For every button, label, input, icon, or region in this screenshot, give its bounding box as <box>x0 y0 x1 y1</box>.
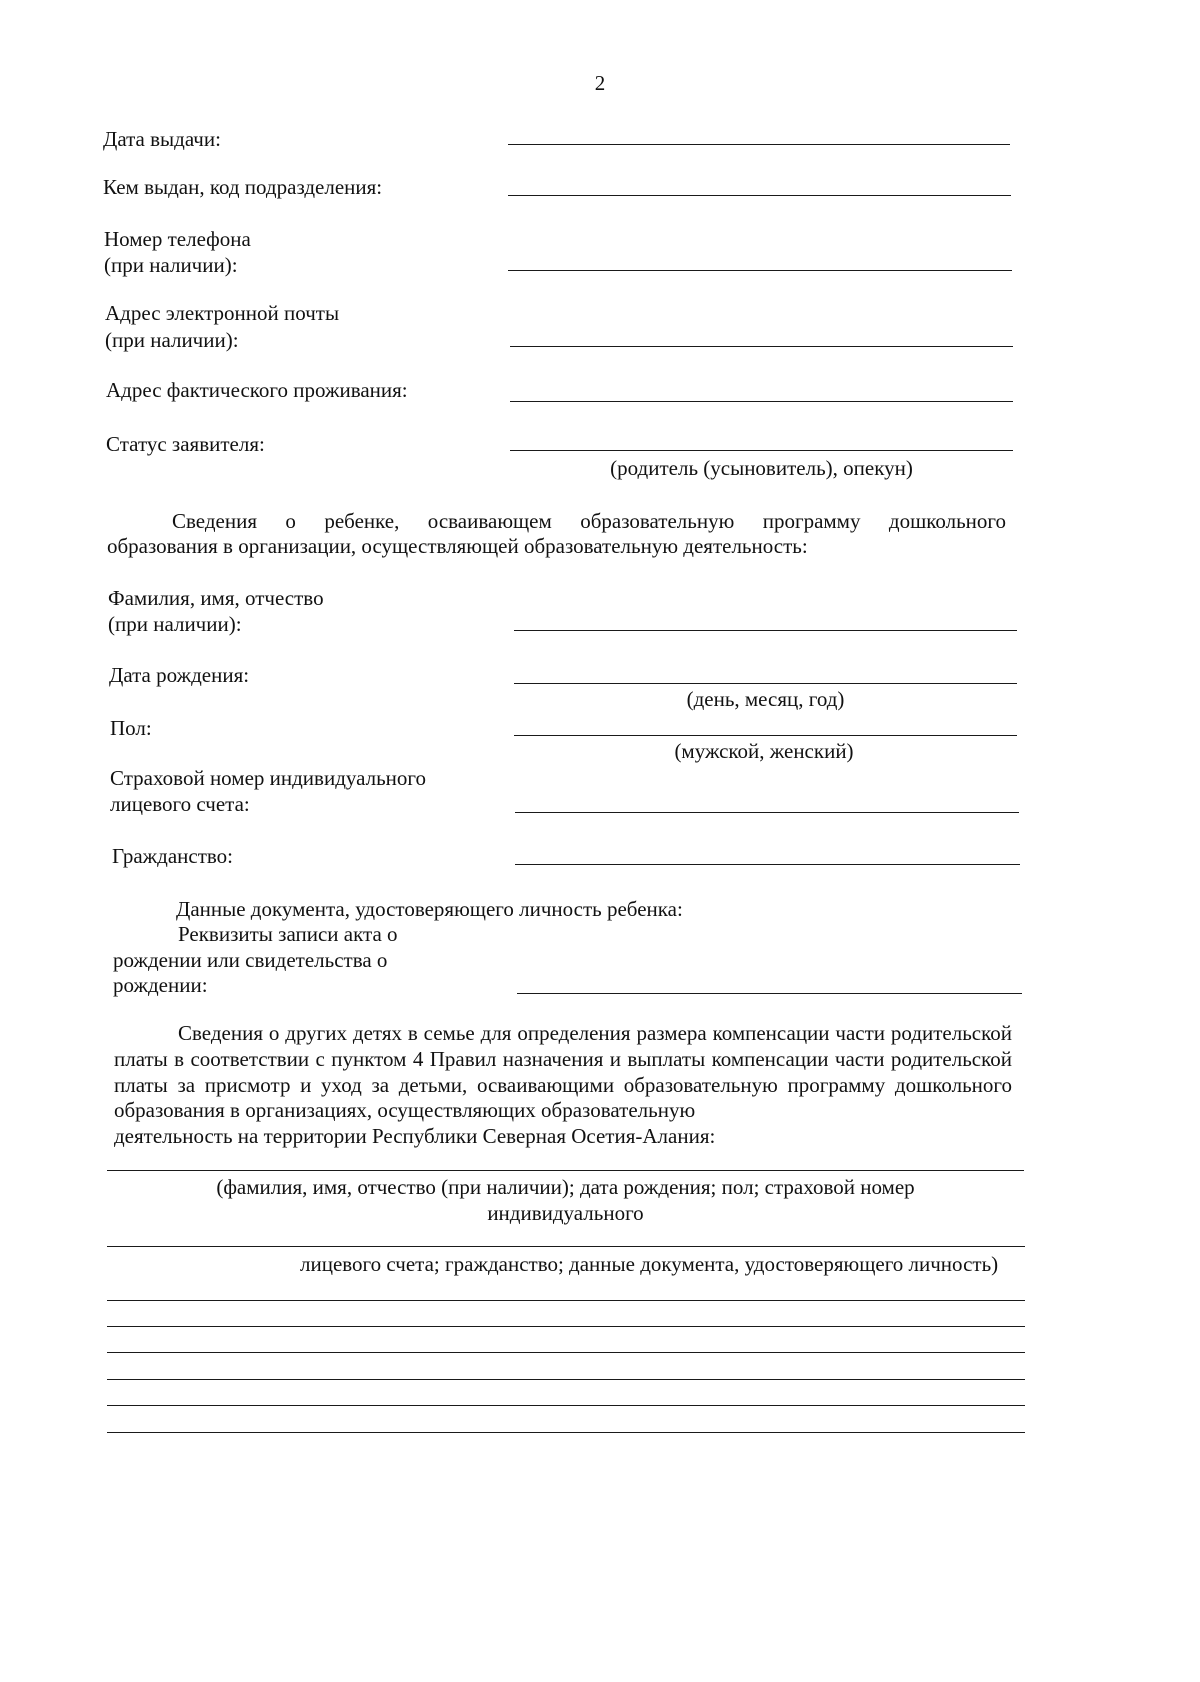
other-children-line-8[interactable] <box>107 1432 1025 1433</box>
phone-line[interactable] <box>508 270 1012 271</box>
address-label: Адрес фактического проживания: <box>106 378 408 402</box>
child-name-label-line2: (при наличии): <box>108 612 242 636</box>
issued-by-line[interactable] <box>508 195 1011 196</box>
email-line[interactable] <box>510 346 1013 347</box>
other-children-caption-1-line2: индивидуального <box>487 1201 644 1225</box>
birth-date-line[interactable] <box>514 683 1017 684</box>
other-children-line-2[interactable] <box>107 1246 1025 1247</box>
email-label-line2: (при наличии): <box>105 328 239 352</box>
birth-date-hint: (день, месяц, год) <box>686 687 845 711</box>
birth-record-label-line1: Реквизиты записи акта о <box>178 922 398 946</box>
other-children-line-6[interactable] <box>107 1379 1025 1380</box>
other-children-line-3[interactable] <box>107 1300 1025 1301</box>
child-intro-line1: Сведения о ребенке, осваивающем образовательную программу дошкольного <box>172 509 1006 533</box>
snils-line[interactable] <box>515 812 1019 813</box>
birth-record-label-line2: рождении или свидетельства о <box>113 948 388 972</box>
issued-by-label: Кем выдан, код подразделения: <box>103 175 383 199</box>
child-name-line[interactable] <box>514 630 1017 631</box>
other-children-line-1[interactable] <box>107 1170 1024 1171</box>
birth-record-line[interactable] <box>517 993 1022 994</box>
other-children-paragraph-body: Сведения о других детях в семье для определения размера компенсации части родительской платы в соответствии с пунктом 4 Правил назначения и выплаты компенсации части родительской платы за присмотр и уход за детьми, осваивающими образовательную программу дошкольного образования в организациях, осуществляющих образовательную <box>114 1021 1012 1123</box>
snils-label-line1: Страховой номер индивидуального <box>110 766 426 790</box>
issue-date-line[interactable] <box>508 144 1010 145</box>
other-children-caption-1-line1: (фамилия, имя, отчество (при наличии); дата рождения; пол; страховой номер <box>216 1175 915 1199</box>
status-line[interactable] <box>510 450 1013 451</box>
child-intro-line2: образования в организации, осуществляющей образовательную деятельность: <box>107 534 808 558</box>
sex-label: Пол: <box>110 716 152 740</box>
citizenship-line[interactable] <box>515 864 1020 865</box>
address-line[interactable] <box>510 401 1013 402</box>
status-label: Статус заявителя: <box>106 432 265 456</box>
other-children-line-4[interactable] <box>107 1326 1025 1327</box>
other-children-caption-1 <box>107 1174 1024 1227</box>
other-children-paragraph-last: деятельность на территории Республики Северная Осетия-Алания: <box>114 1124 716 1149</box>
phone-label-line1: Номер телефона <box>104 227 251 251</box>
email-label-line1: Адрес электронной почты <box>105 301 340 325</box>
birth-date-label: Дата рождения: <box>109 663 250 687</box>
child-name-label-line1: Фамилия, имя, отчество <box>108 586 324 610</box>
citizenship-label: Гражданство: <box>112 844 233 868</box>
sex-line[interactable] <box>514 735 1017 736</box>
other-children-paragraph <box>114 1021 1012 1150</box>
other-children-caption-2: лицевого счета; гражданство; данные документа, удостоверяющего личность) <box>300 1252 999 1276</box>
other-children-line-5[interactable] <box>107 1352 1025 1353</box>
phone-label-line2: (при наличии): <box>104 253 238 277</box>
other-children-line-7[interactable] <box>107 1405 1025 1406</box>
child-document-heading: Данные документа, удостоверяющего личность ребенка: <box>176 897 683 921</box>
snils-label-line2: лицевого счета: <box>110 792 250 816</box>
issue-date-label: Дата выдачи: <box>103 127 221 151</box>
page-number: 2 <box>594 71 606 95</box>
status-hint: (родитель (усыновитель), опекун) <box>610 456 913 480</box>
sex-hint: (мужской, женский) <box>674 739 854 763</box>
birth-record-label-line3: рождении: <box>113 973 208 997</box>
